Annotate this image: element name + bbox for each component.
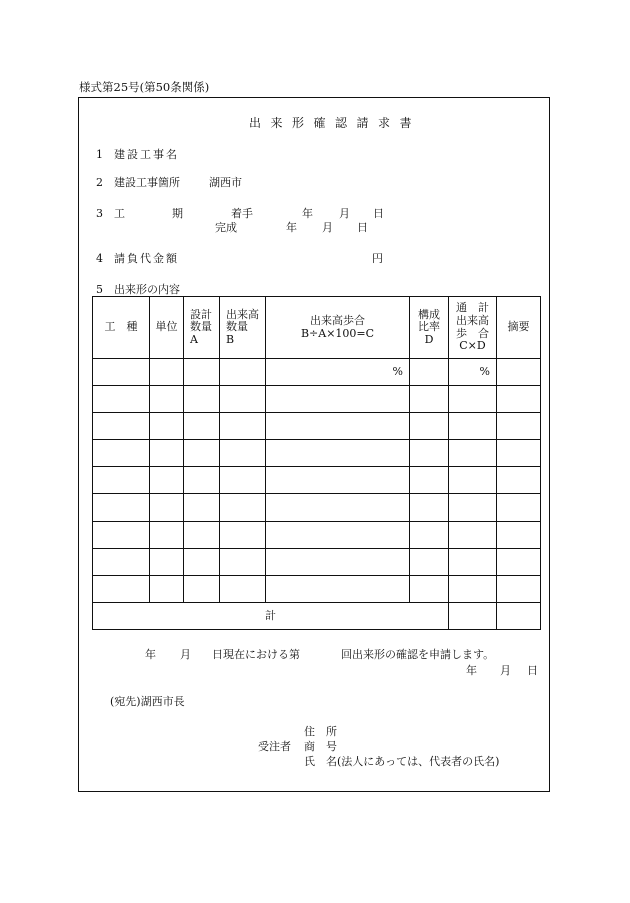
table-cell [184,359,220,386]
header-buai: 出来高歩合 B÷A×100=C [266,297,410,359]
date-month: 月 [500,664,511,677]
app-text-a: 日現在における第 [212,648,300,661]
item-1-number: 1 [96,148,103,161]
end-day: 日 [357,221,368,234]
item-3-label-b: 期 [172,207,183,220]
table-cell [220,359,266,386]
start-label: 着手 [231,207,253,220]
end-year: 年 [286,221,297,234]
table-row [93,440,541,467]
header-kosei: 構成 比率 D [410,297,449,359]
item-2-label: 建設工事箇所 [114,176,180,189]
table-row [93,575,541,602]
table-row [93,386,541,413]
item-2-value: 湖西市 [209,176,242,189]
total-tsusan-cell [449,602,497,629]
address-label: 住 所 [304,725,337,738]
total-label: 計 [93,602,449,629]
app-month: 月 [180,648,191,661]
app-year: 年 [145,648,156,661]
table-row [93,467,541,494]
table-row [93,413,541,440]
header-tsusan: 通 計 出来高 歩 合 C×D [449,297,497,359]
item-3-label-a: 工 [114,207,125,220]
start-day: 日 [373,207,384,220]
item-4-number: 4 [96,252,103,265]
yen-unit: 円 [372,252,383,265]
item-5-label: 出来形の内容 [114,283,180,296]
table-row [93,494,541,521]
total-tekiyo-cell [497,602,541,629]
contractor-role: 受注者 [258,740,291,753]
table-row [93,548,541,575]
start-month: 月 [339,207,350,220]
app-text-b: 回出来形の確認を申請します。 [341,648,495,661]
item-1-label: 建設工事名 [114,148,179,161]
start-year: 年 [302,207,313,220]
item-5-number: 5 [96,283,103,296]
date-year: 年 [466,664,477,677]
table-cell [93,359,150,386]
form-code: 様式第25号(第50条関係) [79,80,210,94]
total-row [93,602,541,629]
item-2-number: 2 [96,176,103,189]
name-label: 氏 名(法人にあっては、代表者の氏名) [304,755,500,768]
percent-mark: % [449,359,497,386]
table-cell [497,359,541,386]
addressee: (宛先)湖西市長 [110,695,185,708]
trade-label: 商 号 [304,740,337,753]
header-tekiyo: 摘要 [497,297,541,359]
table-row [93,521,541,548]
header-tani: 単位 [150,297,184,359]
page-title: 出来形確認請求書 [248,116,421,130]
table-row [93,359,541,386]
header-dekidaka: 出来高 数量 B [220,297,266,359]
item-4-label: 請負代金額 [114,252,179,265]
header-sekkei: 設計 数量 A [184,297,220,359]
percent-mark: % [266,359,410,386]
item-3-number: 3 [96,207,103,220]
end-label: 完成 [215,221,237,234]
table-cell [410,359,449,386]
table-cell [150,359,184,386]
end-month: 月 [322,221,333,234]
dekigata-table [92,296,541,630]
date-day: 日 [527,664,538,677]
header-koshu: 工 種 [93,297,150,359]
